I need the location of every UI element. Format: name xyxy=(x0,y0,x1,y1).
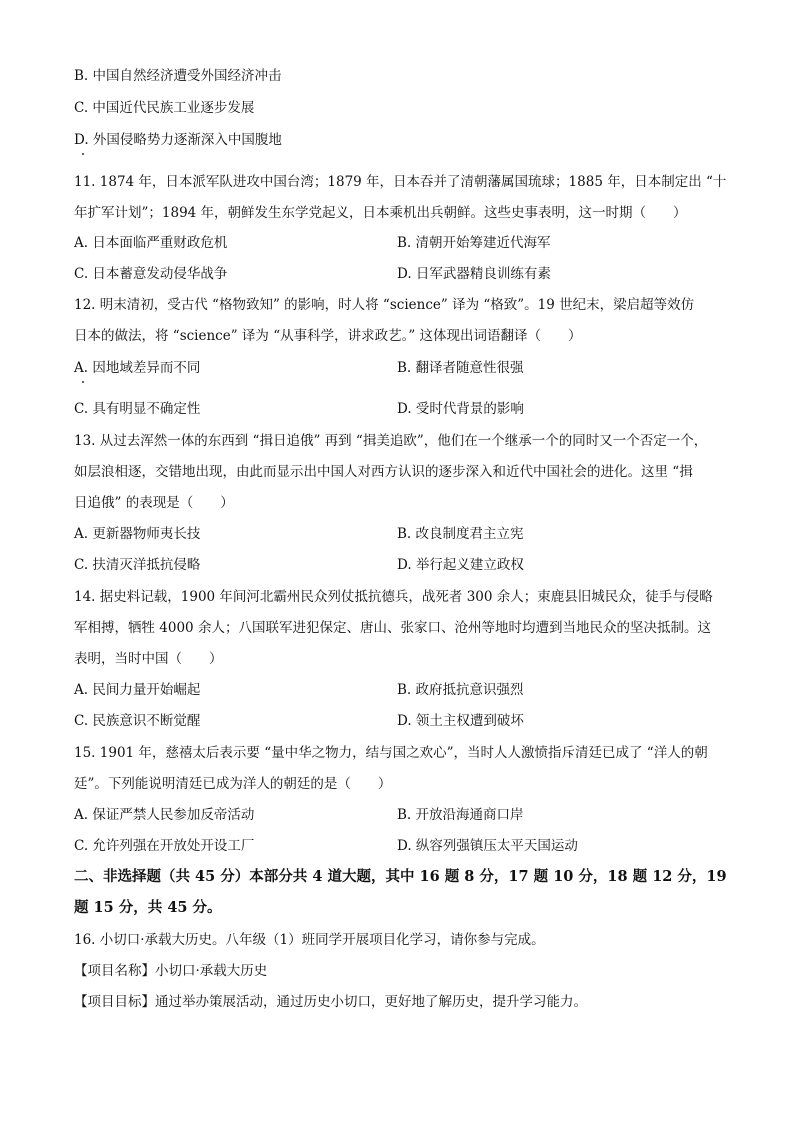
q12-option-b: B. 翻译者随意性很强 xyxy=(397,360,524,376)
q14-option-b: B. 政府抵抗意识强烈 xyxy=(397,682,524,698)
q11-option-a: A. 日本面临严重财政危机 xyxy=(74,235,228,251)
q16-stem: 16. 小切口·承载大历史。八年级（1）班同学开展项目化学习，请你参与完成。 xyxy=(74,932,545,948)
q14-stem-line-1: 14. 据史料记载，1900 年间河北霸州民众列仗抵抗德兵，战死者 300 余人；束鹿县旧城民众，徒手与侵略 xyxy=(74,589,713,605)
q14-option-c: C. 民族意识不断觉醒 xyxy=(74,713,201,729)
scan-dot xyxy=(82,381,84,383)
q15-stem-line-1: 15. 1901 年，慈禧太后表示要 “量中华之物力，结与国之欢心”，当时人人激愤指斥清廷已成了 “洋人的朝 xyxy=(74,745,708,761)
q15-option-b: B. 开放沿海通商口岸 xyxy=(397,807,524,823)
q14-option-a: A. 民间力量开始崛起 xyxy=(74,682,201,698)
q14-stem-line-2: 军相搏，牺牲 4000 余人；八国联军进犯保定、唐山、张家口、沧州等地时均遭到当地民众的坚决抵制。这 xyxy=(74,620,711,636)
prev-option-b: B. 中国自然经济遭受外国经济冲击 xyxy=(74,68,282,84)
q13-stem-line-2: 如层浪相逐，交错地出现，由此而显示出中国人对西方认识的逐步深入和近代中国社会的进化。这里 “揖 xyxy=(74,464,693,480)
q11-option-b: B. 清朝开始筹建近代海军 xyxy=(397,235,551,251)
q15-option-a: A. 保证严禁人民参加反帝活动 xyxy=(74,807,255,823)
q14-stem-line-3: 表明，当时中国（ ） xyxy=(74,651,223,667)
prev-option-d: D. 外国侵略势力逐渐深入中国腹地 xyxy=(74,132,282,148)
q16-project-goal: 【项目目标】通过举办策展活动，通过历史小切口，更好地了解历史，提升学习能力。 xyxy=(74,994,587,1010)
q11-stem-line-1: 11. 1874 年，日本派军队进攻中国台湾；1879 年，日本吞并了清朝藩属国琉球；1885 年，日本制定出 “十 xyxy=(74,174,727,190)
section-2-heading-line-1: 二、非选择题（共 45 分）本部分共 4 道大题，其中 16 题 8 分，17 题 10 分，18 题 12 分，19 xyxy=(74,868,727,885)
scan-dot xyxy=(82,153,84,155)
q16-project-name: 【项目名称】小切口·承载大历史 xyxy=(74,963,268,979)
q12-option-d: D. 受时代背景的影响 xyxy=(397,401,524,417)
q15-option-d: D. 纵容列强镇压太平天国运动 xyxy=(397,838,578,854)
q13-option-a: A. 更新器物师夷长技 xyxy=(74,526,201,542)
q11-option-d: D. 日军武器精良训练有素 xyxy=(397,266,551,282)
prev-option-c: C. 中国近代民族工业逐步发展 xyxy=(74,100,255,116)
q12-stem-line-1: 12. 明末清初，受古代 “格物致知” 的影响，时人将 “science” 译为 “格致”。19 世纪末，梁启超等效仿 xyxy=(74,297,695,313)
q12-option-a: A. 因地域差异而不同 xyxy=(74,360,201,376)
q15-option-c: C. 允许列强在开放处开设工厂 xyxy=(74,838,255,854)
q13-option-b: B. 改良制度君主立宪 xyxy=(397,526,524,542)
q13-option-c: C. 扶清灭洋抵抗侵略 xyxy=(74,557,201,573)
q13-stem-line-3: 日追俄” 的表现是（ ） xyxy=(74,495,234,511)
q11-option-c: C. 日本蓄意发动侵华战争 xyxy=(74,266,228,282)
section-2-heading-line-2: 题 15 分，共 45 分。 xyxy=(74,899,222,916)
q14-option-d: D. 领土主权遭到破坏 xyxy=(397,713,524,729)
q13-stem-line-1: 13. 从过去浑然一体的东西到 “揖日追俄” 再到 “揖美追欧”，他们在一个继承一个的同时又一个否定一个， xyxy=(74,433,708,449)
q12-stem-line-2: 日本的做法，将 “science” 译为 “从事科学，讲求政艺。” 这体现出词语翻译（ ） xyxy=(74,328,582,344)
q12-option-c: C. 具有明显不确定性 xyxy=(74,401,201,417)
q13-option-d: D. 举行起义建立政权 xyxy=(397,557,524,573)
q11-stem-line-2: 年扩军计划”；1894 年，朝鲜发生东学党起义，日本乘机出兵朝鲜。这些史事表明，这一时期（ ） xyxy=(74,205,687,221)
q15-stem-line-2: 廷”。下列能说明清廷已成为洋人的朝廷的是（ ） xyxy=(74,776,392,792)
